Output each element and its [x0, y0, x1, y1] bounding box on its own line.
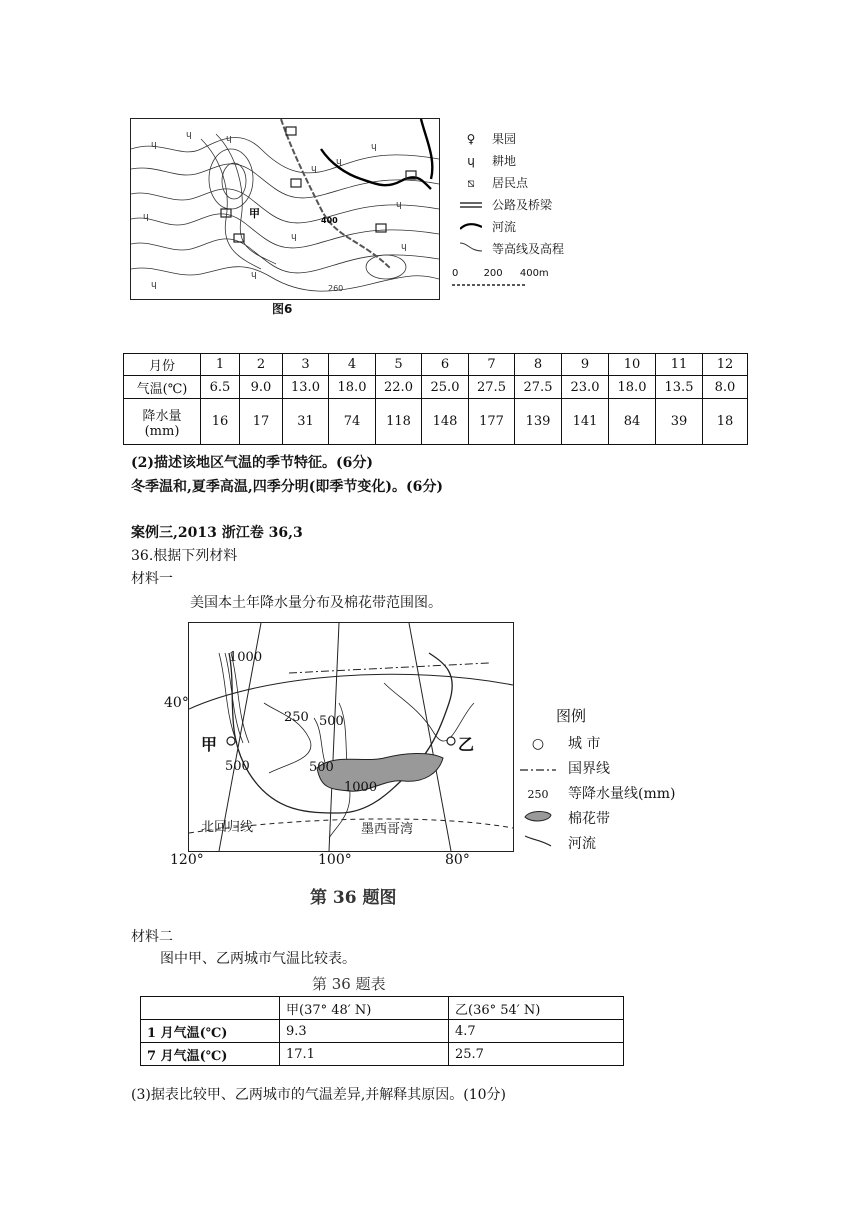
map-label-tropic: 北回归线 — [201, 820, 254, 835]
svg-text:ɥ: ɥ — [291, 232, 297, 242]
us-map-legend — [518, 732, 675, 857]
answer-2: 冬季温和,夏季高温,四季分明(即季节变化)。(6分) — [131, 479, 443, 495]
map-label-gulf: 墨西哥湾 — [361, 822, 414, 837]
precip-cell: 39 — [656, 399, 703, 445]
settlement-icon: ⧅ — [467, 176, 475, 190]
legend-river-label: 河流 — [568, 836, 596, 852]
precip-label-2: (mm) — [144, 423, 180, 439]
legend-border-label: 国界线 — [568, 761, 610, 777]
month-cell: 8 — [515, 354, 562, 376]
month-cell: 7 — [469, 354, 515, 376]
map-label-1000-belt: 1000 — [344, 780, 378, 795]
svg-text:ɥ: ɥ — [151, 140, 157, 150]
cotton-belt-icon — [518, 807, 558, 832]
question-3: (3)据表比较甲、乙两城市的气温差异,并解释其原因。(10分) — [131, 1087, 507, 1103]
contour-map-graphic — [131, 119, 439, 299]
city-icon: ○ — [531, 736, 545, 752]
map-city-yi: 乙 — [458, 735, 475, 754]
legend-orchard-label: 果园 — [492, 132, 517, 146]
cmp-cell: 17.1 — [280, 1043, 449, 1066]
cmp-header-jia: 甲(37° 48′ N) — [280, 997, 449, 1020]
table-row — [141, 1020, 624, 1043]
svg-text:ɥ: ɥ — [143, 212, 149, 222]
legend-settlement-label: 居民点 — [492, 176, 529, 190]
precip-cell: 177 — [469, 399, 515, 445]
farmland-icon: ɥ — [467, 154, 475, 168]
river-icon — [460, 216, 482, 238]
map-lat-40: 40° — [164, 695, 189, 711]
legend-contour-label: 等高线及高程 — [492, 242, 565, 256]
precip-cell: 148 — [422, 399, 469, 445]
map-lon-120: 120° — [170, 852, 204, 868]
cmp-cell: 4.7 — [449, 1020, 624, 1043]
temp-cell: 13.0 — [283, 376, 329, 399]
temp-cell: 23.0 — [562, 376, 609, 399]
scale-200: 200 — [483, 268, 503, 279]
precip-header — [124, 399, 201, 445]
month-cell: 4 — [329, 354, 376, 376]
scale-400: 400m — [519, 268, 549, 279]
legend-city-label: 城 市 — [568, 736, 601, 752]
material1-desc: 美国本土年降水量分布及棉花带范围图。 — [190, 595, 442, 611]
precip-cell: 139 — [515, 399, 562, 445]
legend-road-label: 公路及桥梁 — [492, 198, 553, 212]
temp-cell: 13.5 — [656, 376, 703, 399]
table-row-temp — [124, 376, 748, 399]
precip-cell: 84 — [609, 399, 656, 445]
map-city-jia: 甲 — [201, 735, 218, 754]
legend-farmland-label: 耕地 — [492, 154, 517, 168]
figure6-map — [130, 118, 440, 300]
precip-cell: 16 — [201, 399, 240, 445]
map-label-500-c: 500 — [309, 760, 334, 775]
precip-cell: 141 — [562, 399, 609, 445]
legend-isohyet-label: 等降水量线(mm) — [568, 786, 676, 802]
months-header: 月份 — [124, 354, 201, 376]
temp-cell: 22.0 — [376, 376, 422, 399]
cmp-header-blank — [141, 997, 280, 1020]
us-legend-title: 图例 — [556, 707, 587, 725]
case3-title: 案例三,2013 浙江卷 36,3 — [131, 525, 303, 541]
road-bridge-icon — [460, 194, 482, 216]
table-row-header — [141, 997, 624, 1020]
case3-intro: 36.根据下列材料 — [131, 548, 238, 564]
figure6-legend — [460, 128, 564, 260]
cmp-cell: 9.3 — [280, 1020, 449, 1043]
map-label-250: 250 — [284, 710, 309, 725]
month-cell: 12 — [703, 354, 748, 376]
us-map-caption: 第 36 题图 — [310, 888, 397, 908]
table-row-precip — [124, 399, 748, 445]
cmp-header-yi: 乙(36° 54′ N) — [449, 997, 624, 1020]
map-lon-100: 100° — [318, 852, 352, 868]
temp-cell: 27.5 — [469, 376, 515, 399]
legend-cotton-label: 棉花带 — [568, 811, 610, 827]
cmp-cell: 25.7 — [449, 1043, 624, 1066]
cmp-row-label: 1 月气温(℃) — [141, 1020, 280, 1043]
svg-text:ɥ: ɥ — [226, 134, 232, 144]
month-cell: 6 — [422, 354, 469, 376]
svg-text:ɥ: ɥ — [396, 200, 402, 210]
map-label-500-a: 500 — [319, 714, 344, 729]
figure6-contour-400-label: 400 — [321, 216, 338, 225]
material2-title: 材料二 — [131, 929, 173, 945]
precip-cell: 31 — [283, 399, 329, 445]
month-cell: 9 — [562, 354, 609, 376]
border-icon — [518, 757, 558, 782]
temp-cell: 27.5 — [515, 376, 562, 399]
precip-cell: 118 — [376, 399, 422, 445]
map-label-1000-top: 1000 — [229, 650, 263, 665]
svg-text:ɥ: ɥ — [186, 130, 192, 140]
svg-text:ɥ: ɥ — [251, 270, 257, 280]
material2-desc: 图中甲、乙两城市气温比较表。 — [160, 951, 356, 967]
map-label-500-b: 500 — [225, 759, 250, 774]
temp-cell: 18.0 — [329, 376, 376, 399]
isohyet-icon: 250 — [527, 788, 549, 801]
scale-0: 0 — [452, 268, 459, 279]
precip-cell: 17 — [240, 399, 283, 445]
climate-table — [123, 353, 748, 445]
figure6-scale — [452, 268, 549, 279]
orchard-icon: ♀ — [466, 132, 476, 146]
table-row-months — [124, 354, 748, 376]
precip-label-1: 降水量 — [142, 408, 182, 424]
month-cell: 10 — [609, 354, 656, 376]
svg-text:ɥ: ɥ — [336, 157, 342, 167]
figure6-contour-260-label: 260 — [328, 284, 344, 293]
temp-cell: 9.0 — [240, 376, 283, 399]
figure6-caption: 图6 — [272, 302, 293, 316]
month-cell: 1 — [201, 354, 240, 376]
month-cell: 11 — [656, 354, 703, 376]
contour-icon — [460, 238, 482, 260]
precip-cell: 18 — [703, 399, 748, 445]
temp-header: 气温(℃) — [124, 376, 201, 399]
temp-cell: 8.0 — [703, 376, 748, 399]
figure6-jia-label: 甲 — [249, 207, 260, 220]
material1-title: 材料一 — [131, 571, 173, 587]
svg-text:ɥ: ɥ — [311, 164, 317, 174]
temp-cell: 18.0 — [609, 376, 656, 399]
legend-river-label: 河流 — [492, 220, 517, 234]
svg-text:ɥ: ɥ — [401, 242, 407, 252]
month-cell: 3 — [283, 354, 329, 376]
svg-text:ɥ: ɥ — [151, 280, 157, 290]
month-cell: 2 — [240, 354, 283, 376]
svg-text:ɥ: ɥ — [371, 142, 377, 152]
precip-cell: 74 — [329, 399, 376, 445]
cmp-table-caption: 第 36 题表 — [312, 975, 386, 993]
temperature-comparison-table — [140, 996, 624, 1066]
cmp-row-label: 7 月气温(℃) — [141, 1043, 280, 1066]
temp-cell: 25.0 — [422, 376, 469, 399]
question-2: (2)描述该地区气温的季节特征。(6分) — [131, 455, 373, 471]
map-lon-80: 80° — [445, 852, 470, 868]
table-row — [141, 1043, 624, 1066]
temp-cell: 6.5 — [201, 376, 240, 399]
river-icon — [518, 832, 558, 857]
month-cell: 5 — [376, 354, 422, 376]
